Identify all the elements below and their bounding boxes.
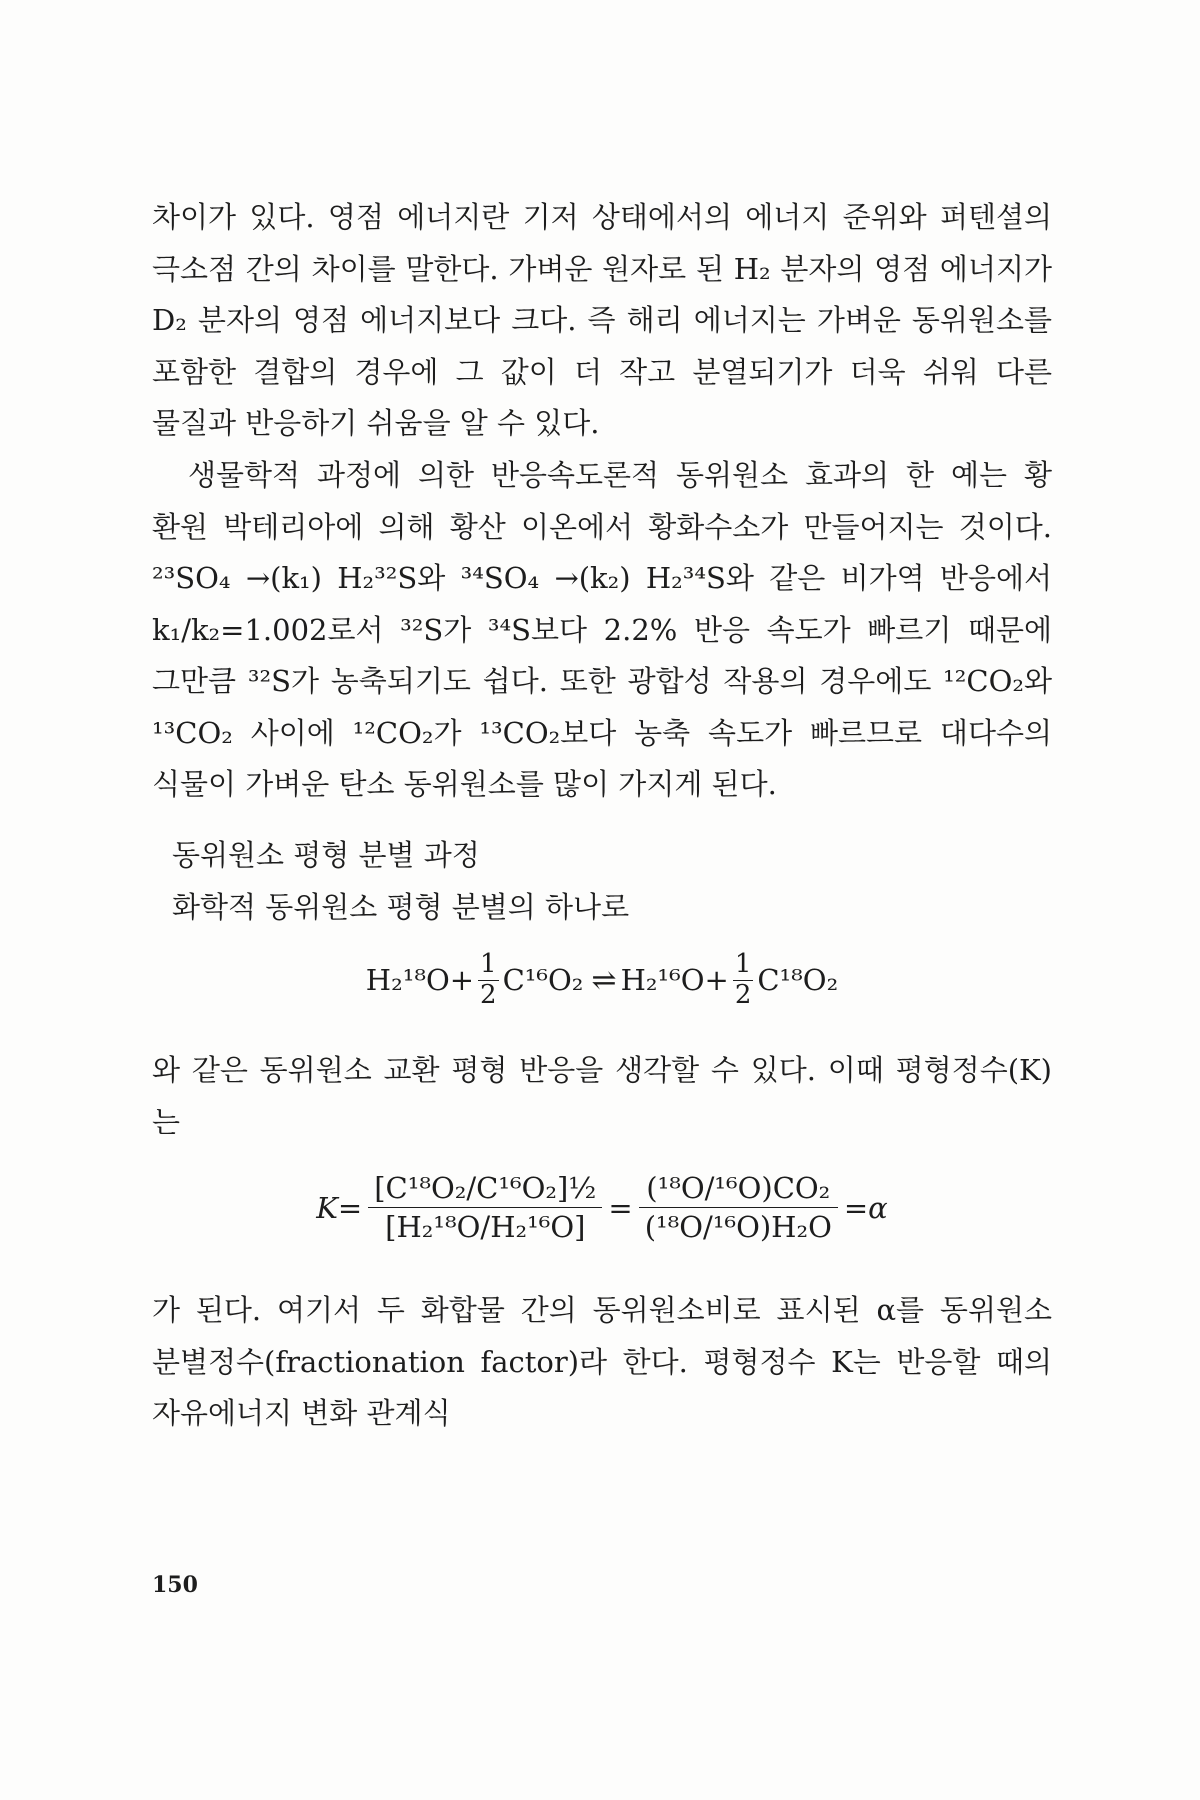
eq2-frac1-denominator: [H₂¹⁸O/H₂¹⁶O] — [385, 1210, 586, 1245]
eq1-half-fraction-left — [478, 950, 499, 1011]
eq2-frac2-denominator: (¹⁸O/¹⁶O)H₂O — [644, 1210, 832, 1245]
eq2-fraction-2 — [639, 1170, 838, 1246]
page-number: 150 — [152, 1572, 198, 1598]
eq1-left-a: H₂¹⁸O+ — [365, 963, 475, 998]
eq1-right-b: C¹⁸O₂ — [757, 963, 839, 998]
paragraph-zero-point-energy — [152, 192, 1052, 450]
eq1-half-den-right: 2 — [734, 979, 752, 1010]
section-subheading: 화학적 동위원소 평형 분별의 하나로 — [172, 890, 630, 924]
paragraph-4-text: 가 된다. 여기서 두 화합물 간의 동위원소비로 표시된 α를 동위원소 분별정수(fractionation factor)라 한다. 평형정수 K는 반응할 때의 자유에너지 변화 관계식 — [152, 1293, 1052, 1430]
paragraph-kinetic-isotope-effect — [152, 450, 1052, 811]
paragraph-2-text: 생물학적 과정에 의한 반응속도론적 동위원소 효과의 한 예는 황 환원 박테리아에 의해 황산 이온에서 황화수소가 만들어지는 것이다. ²³SO₄ →(k₁) H₂³²S와 ³⁴SO₄ →(k₂) H₂³⁴S와 같은 비가역 반응에서 k₁/k₂=1.002로서 ³²S가 ³⁴S보다 2.2% 반응 속도가 빠르기 때문에 그만큼 ³²S가 농축되기도 쉽다. 또한 광합성 작용의 경우에도 ¹²CO₂와 ¹³CO₂ 사이에 ¹²CO₂가 ¹³CO₂보다 농축 속도가 빠르므로 대다수의 식물이 가벼운 탄소 동위원소를 많이 가지게 된다. — [152, 458, 1052, 801]
eq1-half-num-right: 1 — [734, 949, 752, 979]
paragraph-equilibrium-constant — [152, 1045, 1052, 1148]
eq2-k-label: K= — [316, 1190, 363, 1225]
eq1-half-fraction-right — [733, 950, 754, 1011]
eq1-half-num-left: 1 — [480, 949, 497, 979]
paragraph-1-text: 차이가 있다. 영점 에너지란 기저 상태에서의 에너지 준위와 퍼텐셜의 극소점 간의 차이를 말한다. 가벼운 원자로 된 H₂ 분자의 영점 에너지가 D₂ 분자의 영점 에너지보다 크다. 즉 해리 에너지는 가벼운 동위원소를 포함한 결합의 경우에 그 값이 더 작고 분열되기가 더욱 쉬워 다른 물질과 반응하기 쉬움을 알 수 있다. — [152, 200, 1052, 440]
isotope-exchange-equation — [152, 950, 1052, 1030]
eq2-fraction-1 — [368, 1170, 602, 1246]
equilibrium-constant-equation — [152, 1170, 1052, 1280]
section-heading: 동위원소 평형 분별 과정 — [172, 838, 480, 872]
eq1-half-den-left: 2 — [480, 979, 497, 1010]
eq2-frac2-numerator: (¹⁸O/¹⁶O)CO₂ — [639, 1170, 838, 1208]
equilibrium-arrow: ⇌ — [591, 962, 613, 998]
eq1-left-b: C¹⁶O₂ — [502, 963, 584, 998]
paragraph-3-text: 와 같은 동위원소 교환 평형 반응을 생각할 수 있다. 이때 평형정수(K)는 — [152, 1053, 1052, 1139]
paragraph-fractionation-factor — [152, 1285, 1052, 1440]
eq2-frac1-numerator: [C¹⁸O₂/C¹⁶O₂]½ — [368, 1170, 602, 1208]
eq1-right-a: H₂¹⁶O+ — [620, 963, 729, 998]
eq2-equals: = — [608, 1190, 633, 1225]
eq2-result-alpha: =α — [843, 1190, 888, 1225]
